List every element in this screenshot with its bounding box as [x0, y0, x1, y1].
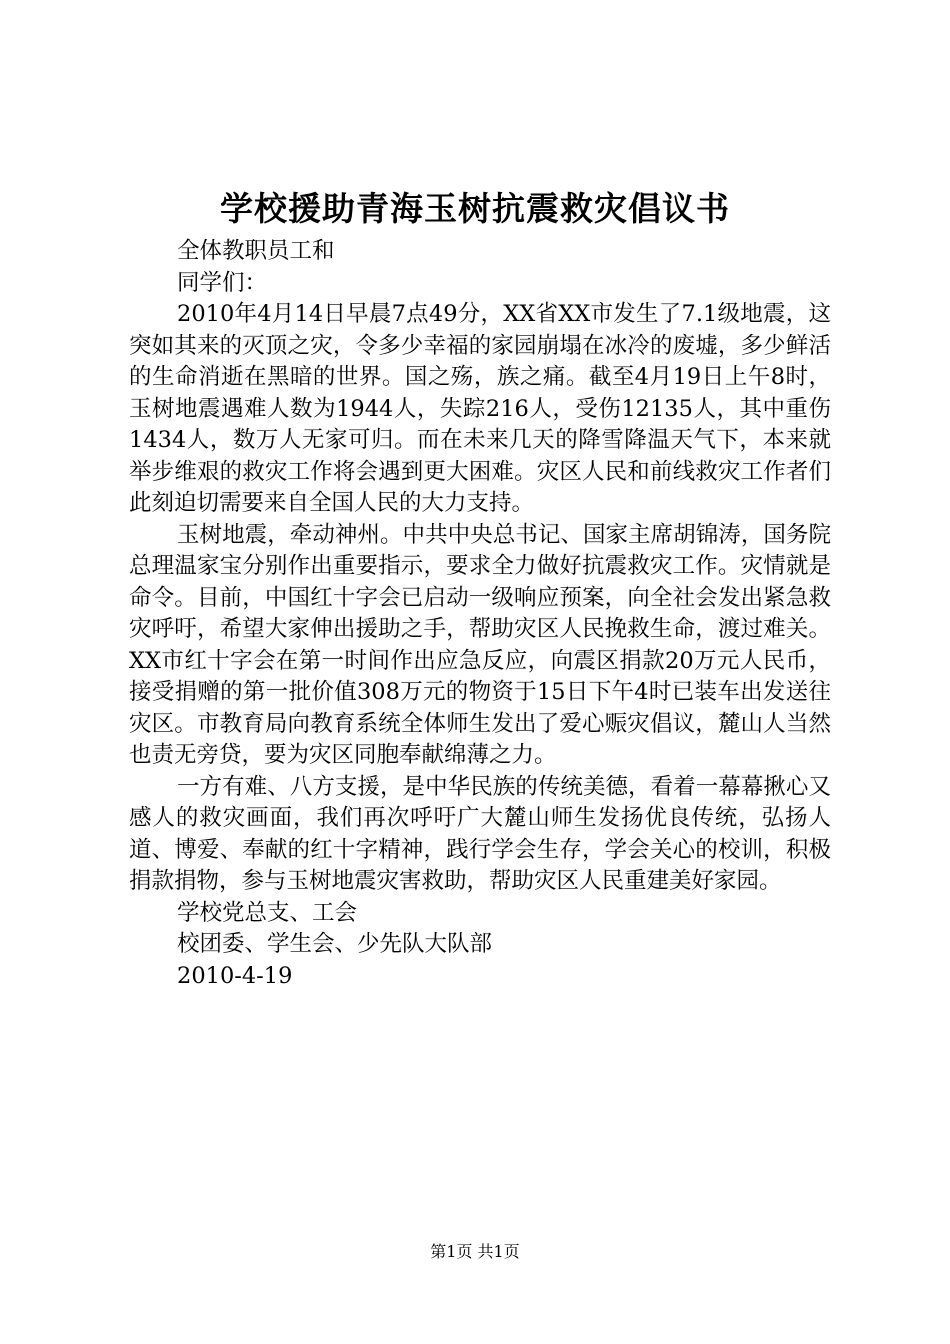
paragraph-2: 玉树地震，牵动神州。中共中央总书记、国家主席胡锦涛，国务院总理温家宝分别作出重要指示，要求全力做好抗震救灾工作。灾情就是命令。目前，中国红十字会已启动一级响应预案，向全社会发出紧急救灾呼吁，希望大家伸出援助之手，帮助灾区人民挽救生命，渡过难关。XX市红十字会在第一时间作出应急反应，向震区捐款20万元人民币，接受捐赠的第一批价值308万元的物资于15日下午4时已装车出发送往灾区。市教育局向教育系统全体师生发出了爱心赈灾倡议，麓山人当然也责无旁贷，要为灾区同胞奉献绵薄之力。: [129, 521, 831, 768]
paragraph-1: 2010年4月14日早晨7点49分，XX省XX市发生了7.1级地震，这突如其来的灭顶之灾，令多少幸福的家园崩塌在冰冷的废墟，多少鲜活的生命消逝在黑暗的世界。国之殇，族之痛。截至4月19日上午8时，玉树地震遇难人数为1944人，失踪216人，受伤12135人，其中重伤1434人，数万人无家可归。而在未来几天的降雪降温天气下，本来就举步维艰的救灾工作将会遇到更大困难。灾区人民和前线救灾工作者们此刻迫切需要来自全国人民的大力支持。: [129, 301, 831, 516]
document-body: [129, 236, 831, 992]
document-title: 学校援助青海玉树抗震救灾倡议书: [220, 189, 730, 228]
salutation-line-2: 同学们：: [177, 269, 268, 296]
salutation-line-1: 全体教职员工和: [177, 238, 335, 264]
paragraph-3: 一方有难、八方支援，是中华民族的传统美德，看着一幕幕揪心又感人的救灾画面，我们再次呼吁广大麓山师生发扬优良传统，弘扬人道、博爱、奉献的红十字精神，践行学会生存，学会关心的校训，积极捐款捐物，参与玉树地震灾害救助，帮助灾区人民重建美好家园。: [129, 773, 831, 894]
signature-line-1: 学校党总支、工会: [177, 899, 358, 926]
page-footer: 第1页 共1页: [430, 1242, 520, 1261]
document-date: 2010-4-19: [177, 962, 293, 989]
signature-line-2: 校团委、学生会、少先队大队部: [177, 931, 493, 957]
